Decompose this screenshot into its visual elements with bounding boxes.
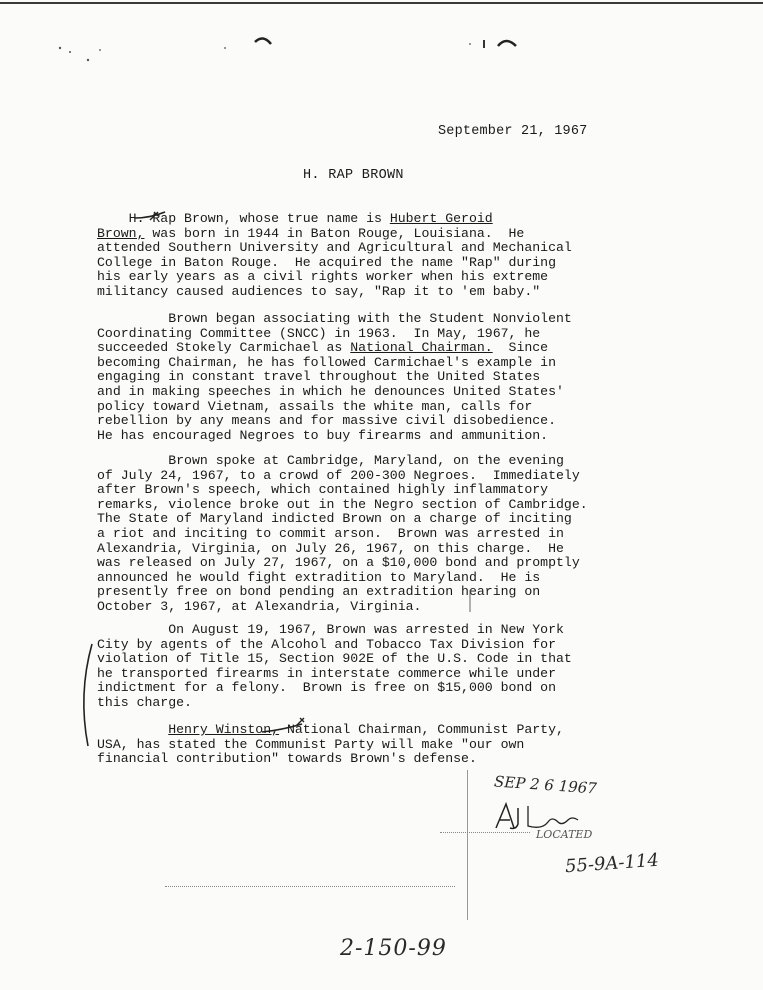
vertical-rule [467, 770, 468, 920]
p5-line1-rest: National Chairman, Communist Party, [279, 722, 564, 737]
paragraph-4: On August 19, 1967, Brown was arrested in New York City by agents of the Alcohol and Tobacco Tax Division for violation of Title 15, Section 902E of the U.S. Code in that he transported firearms in interstate commerce while under indictment for a felony. Brown is free on $15,000 bond on this charge. [97, 622, 572, 710]
document-title: H. RAP BROWN [303, 168, 404, 183]
p2-body: becoming Chairman, he has followed Carmichael's example in engaging in constant travel throughout the United States and in making speeches in which he denounces United States' policy toward Vietnam, assails the white man, calls for rebellion by any means and for massive civil disobedience. He has encouraged Negroes to buy firearms and ammunition. [97, 354, 564, 443]
p1-true-name: Hubert Geroid [389, 211, 493, 226]
located-stamp: LOCATED [536, 828, 593, 841]
p1-line1-start: H. Rap Brown, whose true name is [97, 211, 390, 226]
p5-body: USA, has stated the Communist Party will make "our own financial contribution" towards Brown's defense. [97, 736, 525, 767]
p2-succeeded: succeeded Stokely Carmichael as [97, 340, 351, 356]
document-date: September 21, 1967 [438, 124, 588, 139]
bottom-file-number: 2-150-99 [340, 936, 447, 961]
dotted-line [165, 886, 455, 887]
file-number: 55-9A-114 [564, 849, 660, 878]
p1-body: attended Southern University and Agricultural and Mechanical College in Baton Rouge. He acquired the name "Rap" during his early years as a civil rights worker when his extreme militancy caused audiences to say, "Rap it to 'em baby." [97, 240, 572, 299]
p1-line2-rest: was born in 1944 in Baton Rouge, Louisiana. He [144, 225, 525, 241]
p1-surname: Brown, [97, 225, 145, 241]
paragraph-3: Brown spoke at Cambridge, Maryland, on the evening of July 24, 1967, to a crowd of 200-300 Negroes. Immediately after Brown's speech, which contained highly inflammatory remarks, violence broke out in the Negro section of Cambridge. The State of Maryland indicted Brown on a charge of inciting a riot and inciting to commit arson. Brown was arrested in Alexandria, Virginia, on July 26, 1967, on this charge. He was released on July 27, 1967, on a $10,000 bond and promptly announced he would fight extradition to Maryland. He is presently free on bond pending an extradition hearing on October 3, 1967, at Alexandria, Virginia. [97, 453, 588, 614]
p2-position: National Chairman. [350, 340, 493, 356]
received-stamp-date: SEP 2 6 1967 [493, 772, 598, 798]
p5-person: Henry Winston, [168, 722, 280, 737]
margin-bracket [72, 640, 102, 750]
p2-since: Since [492, 340, 549, 356]
p2-intro: Brown began associating with the Student Nonviolent Coordinating Committee (SNCC) in 1963. In May, 1967, he [97, 311, 572, 341]
